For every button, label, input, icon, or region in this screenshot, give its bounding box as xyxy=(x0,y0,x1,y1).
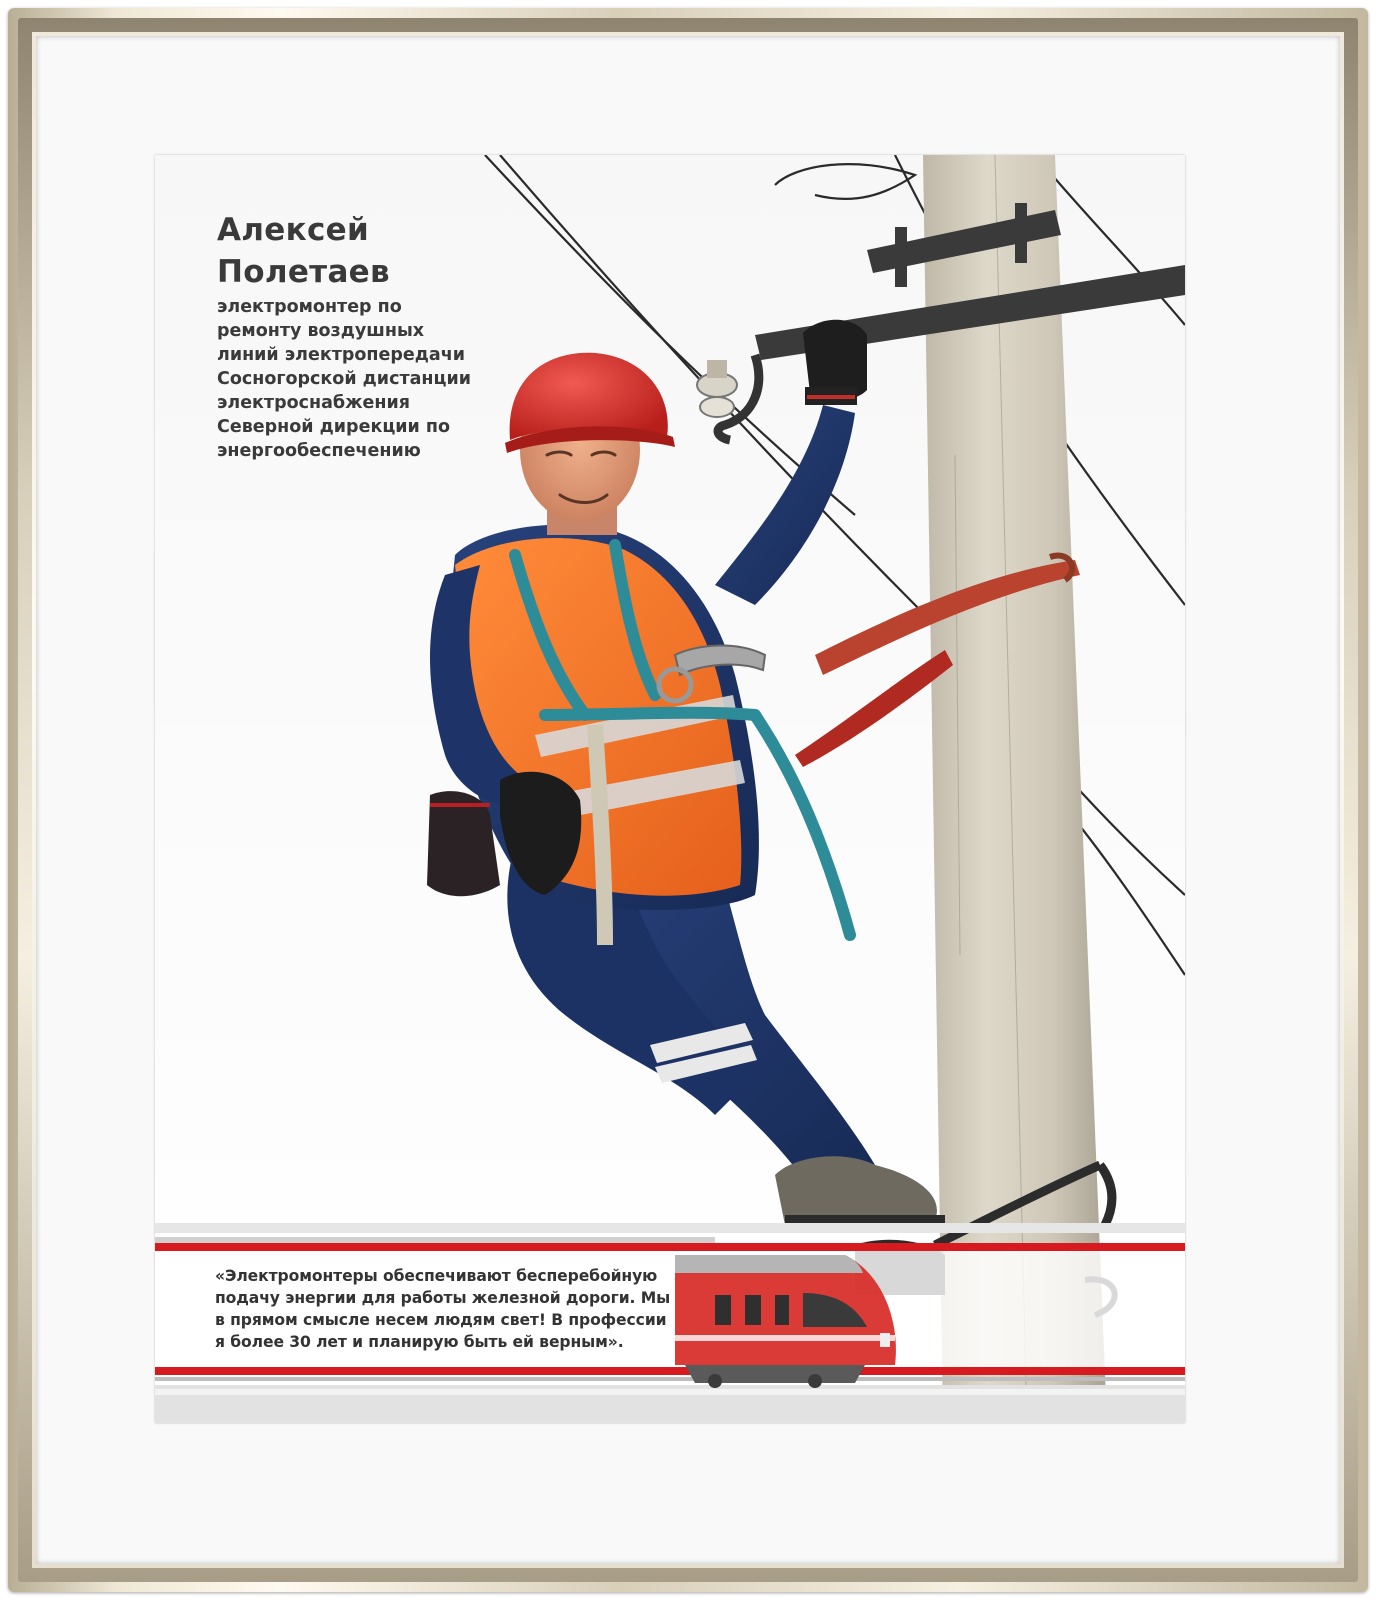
picture-frame xyxy=(8,8,1368,1592)
poster xyxy=(155,155,1185,1423)
person-role: электромонтер по ремонту воздушных линий электропередачи Сосногорской дистанции электроснабжения Северной дирекции по энергообеспечению xyxy=(217,297,471,461)
train-illustration xyxy=(675,1255,896,1388)
quote-text: «Электромонтеры обеспечивают бесперебойную подачу энергии для работы железной дороги. Мы в прямом смысле несем людям свет! В профессии я более 30 лет и планирую быть ей верным». xyxy=(215,1267,671,1351)
headline-block xyxy=(217,209,517,463)
frame-lip xyxy=(32,32,1344,1568)
frame-bevel xyxy=(18,18,1358,1582)
passe-partout-mat xyxy=(36,36,1340,1564)
person-name: Алексей Полетаев xyxy=(217,212,390,290)
